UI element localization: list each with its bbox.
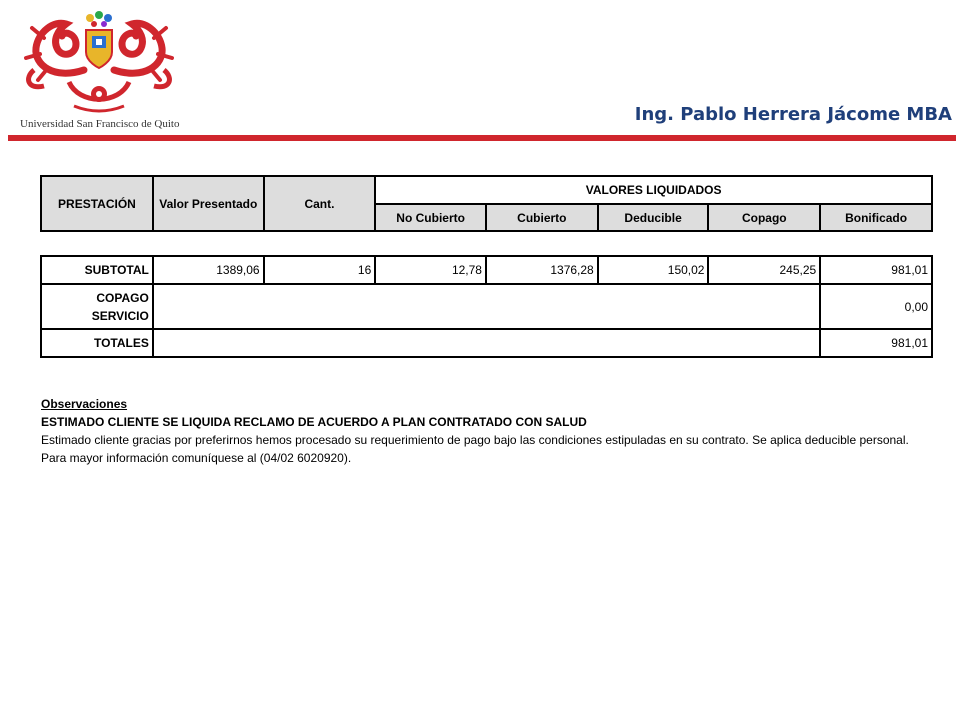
totales-value: 981,01 [820, 329, 932, 357]
university-logo [14, 10, 184, 132]
observaciones-section [41, 395, 909, 467]
header-table [40, 175, 933, 232]
copago-label-line2: SERVICIO [91, 308, 149, 323]
totales-blank [153, 329, 820, 357]
subtotal-bonificado: 981,01 [820, 256, 932, 284]
observaciones-line2: Para mayor información comuníquese al (04/02 6020920). [41, 451, 352, 465]
col-copago: Copago [708, 204, 820, 231]
subtotal-cant: 16 [264, 256, 376, 284]
totales-row [41, 329, 932, 357]
col-no-cubierto: No Cubierto [375, 204, 486, 231]
subtotal-row [41, 256, 932, 284]
subtotal-valor-presentado: 1389,06 [153, 256, 264, 284]
copago-servicio-value: 0,00 [820, 284, 932, 329]
col-cant: Cant. [264, 176, 376, 231]
col-cubierto: Cubierto [486, 204, 598, 231]
observaciones-title: Observaciones [41, 397, 128, 411]
copago-servicio-blank [153, 284, 820, 329]
observaciones-line1: Estimado cliente gracias por preferirnos hemos procesado su requerimiento de pago bajo las condiciones estipuladas en su contrato. Se aplica deducible personal. [41, 433, 909, 447]
col-prestacion: PRESTACIÓN [41, 176, 153, 231]
dragon-crest-icon [14, 10, 184, 120]
col-valores-liquidados: VALORES LIQUIDADOS [375, 176, 932, 204]
copago-servicio-label [41, 284, 153, 329]
subtotal-label: SUBTOTAL [41, 256, 153, 284]
header-divider [8, 135, 956, 141]
subtotal-deducible: 150,02 [598, 256, 709, 284]
col-bonificado: Bonificado [820, 204, 932, 231]
subtotal-copago: 245,25 [708, 256, 820, 284]
observaciones-subtitle: ESTIMADO CLIENTE SE LIQUIDA RECLAMO DE ACUERDO A PLAN CONTRATADO CON SALUD [41, 415, 587, 429]
subtotal-cubierto: 1376,28 [486, 256, 598, 284]
copago-servicio-row [41, 284, 932, 329]
summary-table [40, 255, 933, 358]
totales-label: TOTALES [41, 329, 153, 357]
subtotal-no-cubierto: 12,78 [375, 256, 486, 284]
copago-label-line1: COPAGO [96, 290, 149, 305]
logo-caption: Universidad San Francisco de Quito [20, 118, 180, 130]
col-deducible: Deducible [598, 204, 709, 231]
presenter-name: Ing. Pablo Herrera Jácome MBA [634, 104, 952, 125]
col-valor-presentado: Valor Presentado [153, 176, 264, 231]
